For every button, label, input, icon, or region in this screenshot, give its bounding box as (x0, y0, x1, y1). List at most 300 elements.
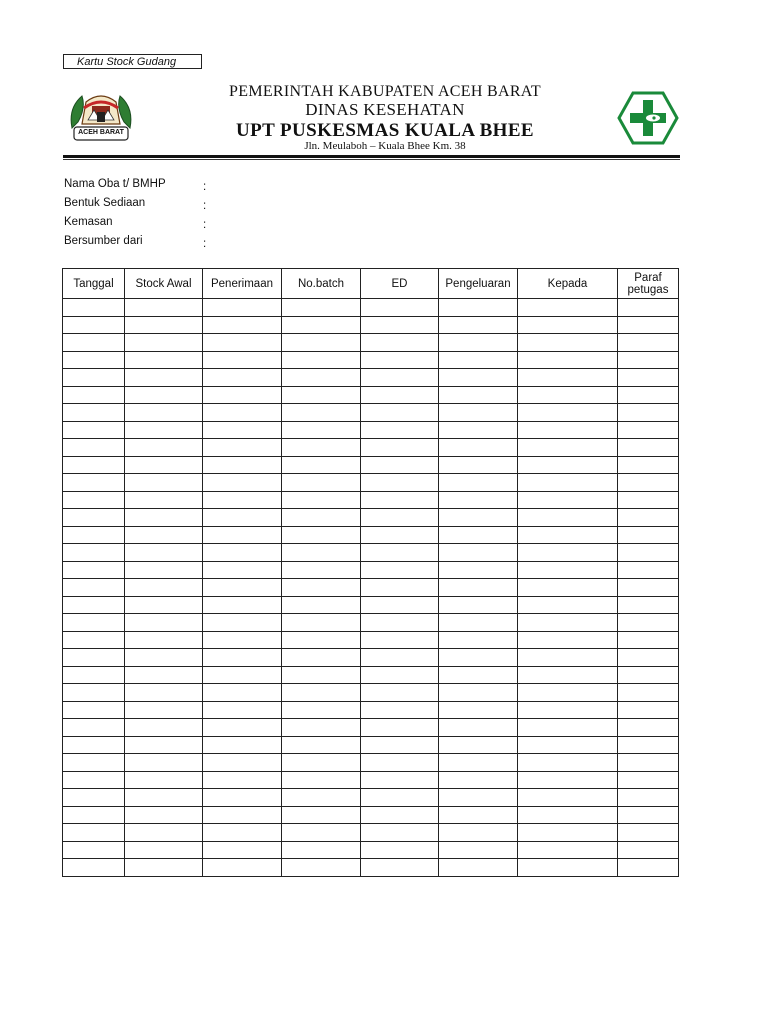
table-cell[interactable] (282, 491, 361, 509)
table-cell[interactable] (439, 526, 518, 544)
table-cell[interactable] (203, 456, 282, 474)
table-cell[interactable] (63, 771, 125, 789)
table-cell[interactable] (63, 561, 125, 579)
table-cell[interactable] (439, 806, 518, 824)
table-cell[interactable] (618, 824, 679, 842)
table-cell[interactable] (282, 806, 361, 824)
table-cell[interactable] (125, 649, 203, 667)
table-cell[interactable] (361, 754, 439, 772)
column-header-kepada: Kepada (518, 269, 618, 299)
table-cell[interactable] (518, 544, 618, 562)
table-cell[interactable] (439, 824, 518, 842)
table-cell[interactable] (439, 386, 518, 404)
table-cell[interactable] (203, 841, 282, 859)
table-cell[interactable] (518, 421, 618, 439)
table-cell[interactable] (439, 684, 518, 702)
table-cell[interactable] (282, 649, 361, 667)
table-cell[interactable] (618, 474, 679, 492)
table-cell[interactable] (282, 561, 361, 579)
table-row (63, 491, 679, 509)
table-cell[interactable] (203, 666, 282, 684)
table-cell[interactable] (439, 736, 518, 754)
table-cell[interactable] (618, 316, 679, 334)
table-cell[interactable] (618, 806, 679, 824)
table-cell[interactable] (618, 544, 679, 562)
table-cell[interactable] (282, 736, 361, 754)
table-cell[interactable] (203, 649, 282, 667)
table-cell[interactable] (63, 369, 125, 387)
table-cell[interactable] (282, 754, 361, 772)
table-cell[interactable] (518, 666, 618, 684)
table-cell[interactable] (361, 859, 439, 877)
table-cell[interactable] (518, 334, 618, 352)
table-cell[interactable] (63, 491, 125, 509)
table-cell[interactable] (203, 771, 282, 789)
table-cell[interactable] (361, 421, 439, 439)
table-cell[interactable] (282, 474, 361, 492)
table-cell[interactable] (439, 859, 518, 877)
table-cell[interactable] (125, 334, 203, 352)
table-cell[interactable] (203, 859, 282, 877)
table-cell[interactable] (518, 561, 618, 579)
table-cell[interactable] (125, 806, 203, 824)
table-cell[interactable] (125, 754, 203, 772)
table-cell[interactable] (439, 421, 518, 439)
table-cell[interactable] (361, 526, 439, 544)
table-row (63, 771, 679, 789)
table-cell[interactable] (125, 666, 203, 684)
table-cell[interactable] (125, 736, 203, 754)
table-cell[interactable] (518, 771, 618, 789)
table-cell[interactable] (618, 631, 679, 649)
table-cell[interactable] (518, 789, 618, 807)
table-cell[interactable] (361, 334, 439, 352)
table-cell[interactable] (203, 596, 282, 614)
table-cell[interactable] (282, 316, 361, 334)
table-cell[interactable] (125, 824, 203, 842)
table-cell[interactable] (618, 491, 679, 509)
table-cell[interactable] (518, 299, 618, 317)
table-cell[interactable] (518, 474, 618, 492)
table-cell[interactable] (203, 544, 282, 562)
table-row (63, 841, 679, 859)
table-cell[interactable] (125, 526, 203, 544)
table-cell[interactable] (439, 439, 518, 457)
table-cell[interactable] (203, 824, 282, 842)
table-cell[interactable] (618, 684, 679, 702)
table-cell[interactable] (361, 439, 439, 457)
table-cell[interactable] (282, 719, 361, 737)
column-header-tanggal: Tanggal (63, 269, 125, 299)
table-cell[interactable] (282, 334, 361, 352)
table-cell[interactable] (125, 684, 203, 702)
table-cell[interactable] (518, 631, 618, 649)
table-cell[interactable] (361, 736, 439, 754)
table-cell[interactable] (125, 474, 203, 492)
table-cell[interactable] (282, 701, 361, 719)
table-row (63, 526, 679, 544)
table-cell[interactable] (361, 579, 439, 597)
table-cell[interactable] (618, 404, 679, 422)
table-cell[interactable] (618, 701, 679, 719)
table-cell[interactable] (63, 456, 125, 474)
table-cell[interactable] (203, 614, 282, 632)
table-cell[interactable] (125, 771, 203, 789)
table-cell[interactable] (618, 596, 679, 614)
table-cell[interactable] (125, 789, 203, 807)
table-cell[interactable] (618, 736, 679, 754)
table-cell[interactable] (518, 491, 618, 509)
table-cell[interactable] (361, 544, 439, 562)
table-cell[interactable] (203, 526, 282, 544)
stock-table (62, 268, 679, 877)
table-cell[interactable] (518, 404, 618, 422)
table-cell[interactable] (618, 841, 679, 859)
table-cell[interactable] (618, 649, 679, 667)
table-cell[interactable] (63, 421, 125, 439)
table-cell[interactable] (125, 369, 203, 387)
table-cell[interactable] (63, 719, 125, 737)
column-header-penerimaan: Penerimaan (203, 269, 282, 299)
table-cell[interactable] (203, 509, 282, 527)
table-row (63, 351, 679, 369)
table-row (63, 334, 679, 352)
table-cell[interactable] (282, 544, 361, 562)
table-cell[interactable] (203, 404, 282, 422)
table-cell[interactable] (361, 509, 439, 527)
table-cell[interactable] (63, 351, 125, 369)
table-cell[interactable] (125, 614, 203, 632)
table-cell[interactable] (361, 631, 439, 649)
table-cell[interactable] (282, 789, 361, 807)
table-cell[interactable] (518, 386, 618, 404)
table-cell[interactable] (203, 701, 282, 719)
table-cell[interactable] (203, 684, 282, 702)
table-cell[interactable] (63, 614, 125, 632)
table-cell[interactable] (439, 701, 518, 719)
table-cell[interactable] (361, 299, 439, 317)
emblem-label: ACEH BARAT (78, 129, 124, 136)
table-cell[interactable] (125, 491, 203, 509)
table-cell[interactable] (282, 841, 361, 859)
table-cell[interactable] (203, 806, 282, 824)
table-cell[interactable] (518, 719, 618, 737)
table-cell[interactable] (63, 439, 125, 457)
table-cell[interactable] (618, 666, 679, 684)
table-cell[interactable] (361, 351, 439, 369)
document-tag: Kartu Stock Gudang (63, 54, 202, 69)
table-cell[interactable] (361, 789, 439, 807)
table-cell[interactable] (63, 649, 125, 667)
table-cell[interactable] (439, 666, 518, 684)
table-cell[interactable] (282, 579, 361, 597)
table-cell[interactable] (125, 841, 203, 859)
table-cell[interactable] (439, 404, 518, 422)
table-cell[interactable] (361, 614, 439, 632)
table-cell[interactable] (125, 316, 203, 334)
table-cell[interactable] (63, 596, 125, 614)
table-cell[interactable] (203, 439, 282, 457)
table-cell[interactable] (618, 754, 679, 772)
header-line-3: UPT PUSKESMAS KUALA BHEE (235, 120, 534, 141)
table-cell[interactable] (63, 579, 125, 597)
table-cell[interactable] (63, 736, 125, 754)
table-cell[interactable] (125, 719, 203, 737)
puskesmas-cross-icon (617, 91, 679, 145)
table-cell[interactable] (361, 701, 439, 719)
table-cell[interactable] (439, 299, 518, 317)
table-row (63, 754, 679, 772)
table-cell[interactable] (203, 421, 282, 439)
table-cell[interactable] (282, 596, 361, 614)
table-cell[interactable] (618, 771, 679, 789)
table-cell[interactable] (63, 789, 125, 807)
table-row (63, 649, 679, 667)
table-cell[interactable] (63, 859, 125, 877)
table-cell[interactable] (618, 369, 679, 387)
field-label-kemasan: Kemasan (64, 216, 113, 228)
table-cell[interactable] (63, 841, 125, 859)
table-cell[interactable] (203, 369, 282, 387)
table-cell[interactable] (439, 334, 518, 352)
table-body (63, 299, 679, 877)
table-cell[interactable] (439, 316, 518, 334)
table-cell[interactable] (282, 456, 361, 474)
table-cell[interactable] (282, 631, 361, 649)
table-cell[interactable] (618, 789, 679, 807)
table-cell[interactable] (618, 386, 679, 404)
table-cell[interactable] (125, 579, 203, 597)
table-cell[interactable] (125, 631, 203, 649)
table-row (63, 509, 679, 527)
table-cell[interactable] (518, 841, 618, 859)
table-cell[interactable] (518, 369, 618, 387)
table-cell[interactable] (518, 736, 618, 754)
header-rule-thick (63, 155, 680, 158)
table-cell[interactable] (125, 439, 203, 457)
table-cell[interactable] (63, 824, 125, 842)
table-cell[interactable] (518, 316, 618, 334)
table-cell[interactable] (361, 684, 439, 702)
table-cell[interactable] (63, 526, 125, 544)
table-cell[interactable] (63, 666, 125, 684)
table-cell[interactable] (203, 789, 282, 807)
table-cell[interactable] (203, 334, 282, 352)
table-cell[interactable] (203, 316, 282, 334)
table-cell[interactable] (618, 334, 679, 352)
table-cell[interactable] (63, 631, 125, 649)
table-cell[interactable] (439, 771, 518, 789)
table-cell[interactable] (282, 666, 361, 684)
table-cell[interactable] (518, 806, 618, 824)
table-cell[interactable] (125, 544, 203, 562)
table-cell[interactable] (203, 754, 282, 772)
table-cell[interactable] (203, 386, 282, 404)
table-cell[interactable] (282, 421, 361, 439)
table-cell[interactable] (63, 404, 125, 422)
table-cell[interactable] (361, 404, 439, 422)
table-cell[interactable] (282, 404, 361, 422)
table-cell[interactable] (361, 649, 439, 667)
table-cell[interactable] (125, 456, 203, 474)
table-cell[interactable] (439, 351, 518, 369)
table-cell[interactable] (203, 736, 282, 754)
aceh-barat-emblem-icon (64, 88, 138, 144)
table-cell[interactable] (439, 596, 518, 614)
table-cell[interactable] (361, 824, 439, 842)
table-cell[interactable] (439, 579, 518, 597)
table-cell[interactable] (439, 369, 518, 387)
table-cell[interactable] (361, 456, 439, 474)
table-cell[interactable] (282, 614, 361, 632)
table-cell[interactable] (618, 421, 679, 439)
table-cell[interactable] (125, 404, 203, 422)
table-cell[interactable] (439, 754, 518, 772)
table-cell[interactable] (518, 596, 618, 614)
table-cell[interactable] (282, 299, 361, 317)
table-cell[interactable] (439, 474, 518, 492)
column-header-paraf-petugas: Paraf petugas (618, 269, 679, 299)
table-cell[interactable] (282, 439, 361, 457)
table-cell[interactable] (518, 526, 618, 544)
table-cell[interactable] (518, 351, 618, 369)
table-cell[interactable] (203, 719, 282, 737)
table-cell[interactable] (518, 439, 618, 457)
table-cell[interactable] (618, 351, 679, 369)
table-cell[interactable] (618, 614, 679, 632)
table-cell[interactable] (282, 526, 361, 544)
table-cell[interactable] (518, 509, 618, 527)
table-row (63, 474, 679, 492)
table-row (63, 421, 679, 439)
table-cell[interactable] (125, 509, 203, 527)
table-cell[interactable] (618, 859, 679, 877)
table-cell[interactable] (361, 316, 439, 334)
table-row (63, 386, 679, 404)
table-cell[interactable] (439, 614, 518, 632)
table-cell[interactable] (518, 684, 618, 702)
table-cell[interactable] (282, 351, 361, 369)
table-cell[interactable] (63, 544, 125, 562)
table-cell[interactable] (618, 526, 679, 544)
table-cell[interactable] (518, 649, 618, 667)
table-cell[interactable] (361, 841, 439, 859)
table-cell[interactable] (439, 509, 518, 527)
field-label-bersumber-dari: Bersumber dari (64, 235, 143, 247)
table-cell[interactable] (439, 544, 518, 562)
table-cell[interactable] (361, 369, 439, 387)
table-cell[interactable] (203, 299, 282, 317)
table-cell[interactable] (439, 649, 518, 667)
table-cell[interactable] (439, 631, 518, 649)
table-cell[interactable] (618, 561, 679, 579)
table-cell[interactable] (361, 771, 439, 789)
table-cell[interactable] (282, 684, 361, 702)
table-cell[interactable] (518, 754, 618, 772)
table-cell[interactable] (361, 386, 439, 404)
table-cell[interactable] (618, 579, 679, 597)
table-cell[interactable] (518, 824, 618, 842)
table-cell[interactable] (361, 561, 439, 579)
table-cell[interactable] (361, 474, 439, 492)
table-cell[interactable] (63, 754, 125, 772)
table-cell[interactable] (203, 351, 282, 369)
table-cell[interactable] (439, 719, 518, 737)
table-cell[interactable] (518, 579, 618, 597)
table-cell[interactable] (618, 439, 679, 457)
table-cell[interactable] (361, 719, 439, 737)
field-colon: : (203, 238, 207, 250)
table-cell[interactable] (125, 859, 203, 877)
table-cell[interactable] (439, 456, 518, 474)
table-cell[interactable] (282, 369, 361, 387)
table-cell[interactable] (618, 299, 679, 317)
field-colon: : (203, 219, 207, 231)
table-row (63, 404, 679, 422)
table-cell[interactable] (282, 386, 361, 404)
table-cell[interactable] (203, 579, 282, 597)
table-cell[interactable] (203, 561, 282, 579)
field-colon: : (203, 181, 207, 193)
table-cell[interactable] (282, 771, 361, 789)
table-cell[interactable] (63, 474, 125, 492)
table-cell[interactable] (361, 806, 439, 824)
table-cell[interactable] (63, 701, 125, 719)
table-cell[interactable] (618, 719, 679, 737)
table-cell[interactable] (439, 841, 518, 859)
table-cell[interactable] (618, 509, 679, 527)
table-cell[interactable] (282, 824, 361, 842)
table-cell[interactable] (125, 421, 203, 439)
table-cell[interactable] (63, 299, 125, 317)
table-cell[interactable] (439, 789, 518, 807)
table-cell[interactable] (361, 596, 439, 614)
table-cell[interactable] (203, 491, 282, 509)
table-cell[interactable] (63, 684, 125, 702)
header-line-2: DINAS KESEHATAN (305, 100, 465, 119)
table-cell[interactable] (63, 334, 125, 352)
table-cell[interactable] (518, 456, 618, 474)
table-row (63, 456, 679, 474)
table-cell[interactable] (125, 561, 203, 579)
table-cell[interactable] (63, 806, 125, 824)
table-cell[interactable] (518, 614, 618, 632)
table-cell[interactable] (203, 474, 282, 492)
column-header-ed: ED (361, 269, 439, 299)
table-cell[interactable] (518, 859, 618, 877)
table-cell[interactable] (125, 299, 203, 317)
column-header-no-batch: No.batch (282, 269, 361, 299)
table-cell[interactable] (125, 386, 203, 404)
table-cell[interactable] (63, 386, 125, 404)
table-cell[interactable] (203, 631, 282, 649)
table-cell[interactable] (125, 701, 203, 719)
table-cell[interactable] (361, 491, 439, 509)
table-cell[interactable] (282, 509, 361, 527)
table-cell[interactable] (361, 666, 439, 684)
table-cell[interactable] (518, 701, 618, 719)
table-cell[interactable] (125, 596, 203, 614)
table-cell[interactable] (439, 491, 518, 509)
table-cell[interactable] (439, 561, 518, 579)
table-cell[interactable] (63, 316, 125, 334)
table-cell[interactable] (125, 351, 203, 369)
table-cell[interactable] (282, 859, 361, 877)
table-row (63, 596, 679, 614)
table-cell[interactable] (63, 509, 125, 527)
table-cell[interactable] (618, 456, 679, 474)
table-row (63, 859, 679, 877)
